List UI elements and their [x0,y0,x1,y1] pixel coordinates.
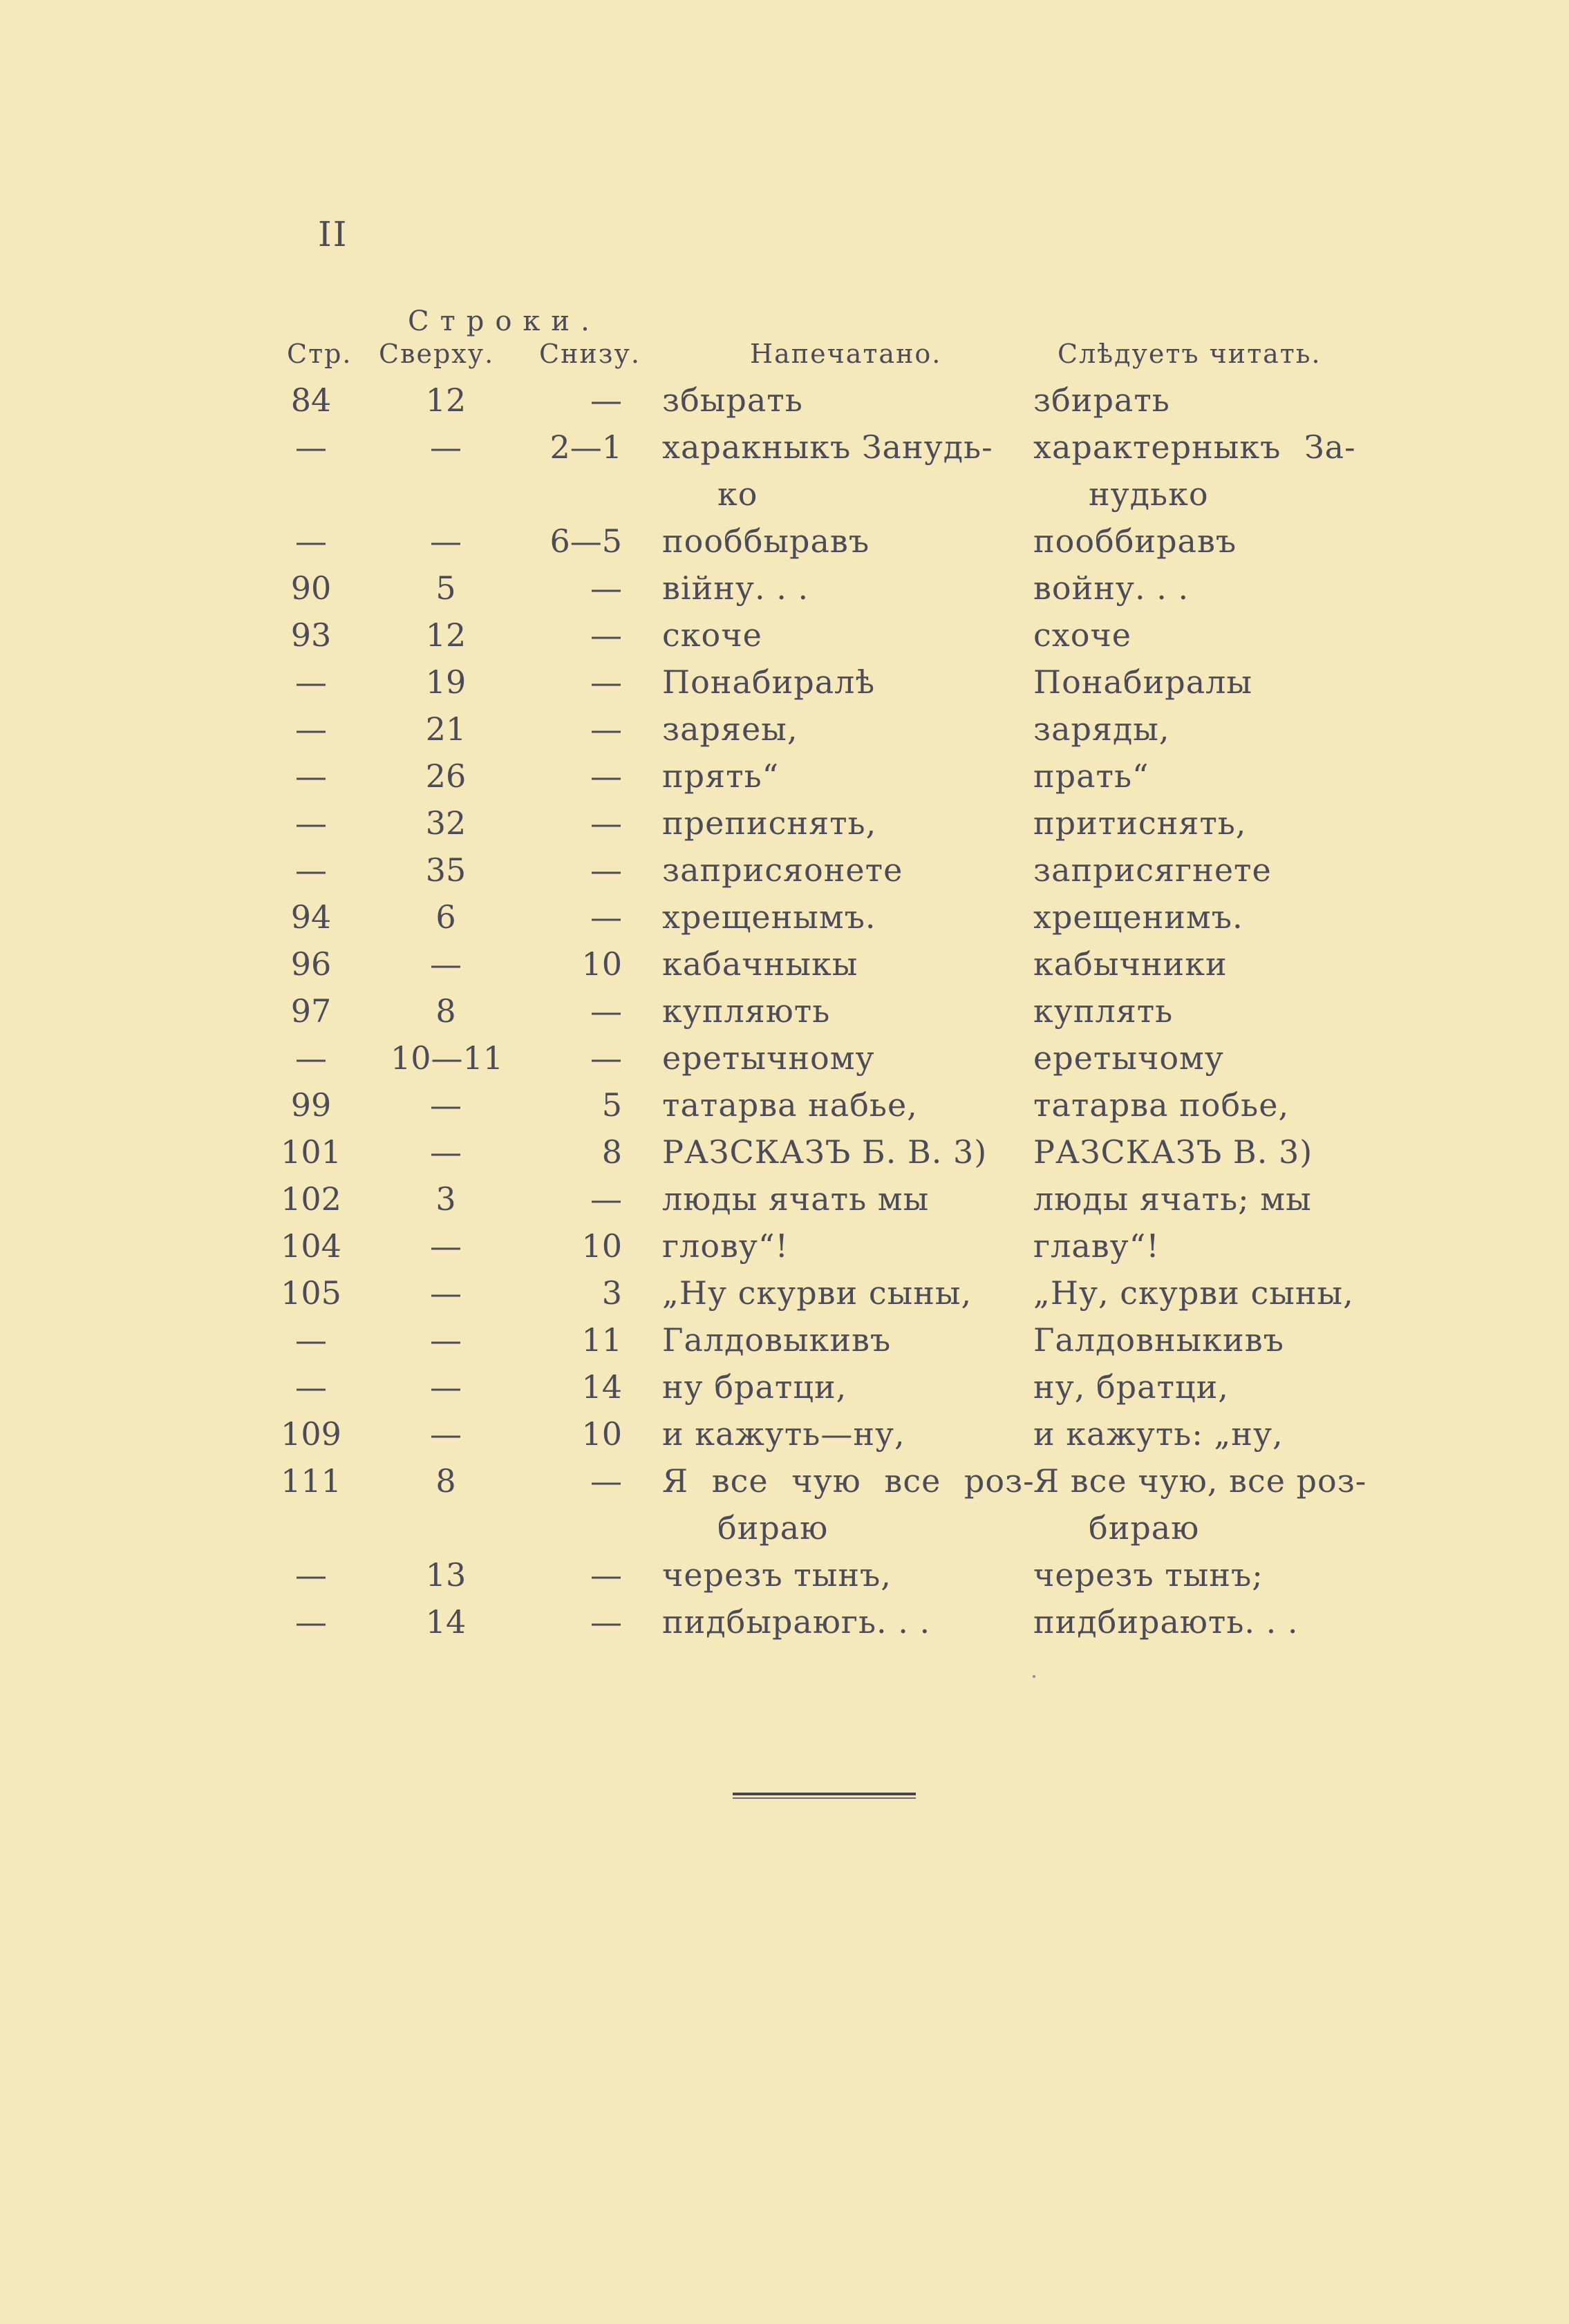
row-should-read: ну, братци, [1033,1368,1229,1406]
row-printed: черезъ тынъ, [662,1556,892,1594]
row-printed: глову“! [662,1227,789,1265]
row-from-top: 26 [425,757,467,795]
row-from-top: 12 [425,616,467,654]
row-page: 96 [290,945,332,983]
row-from-bottom: 3 [601,1274,622,1312]
row-should-read: „Ну, скурви сыны, [1033,1274,1354,1312]
row-printed: еретычному [662,1039,875,1077]
row-should-read: пидбирають. . . [1033,1603,1299,1641]
row-should-read: Понабиралы [1033,663,1252,701]
errata-row [0,659,1569,706]
errata-row [0,941,1569,988]
row-from-top: 35 [425,851,467,889]
header-page: Стр. [287,339,353,369]
row-should-read: збирать [1033,381,1170,419]
row-from-bottom: 10 [581,945,622,983]
row-printed [662,1457,1035,1551]
row-from-bottom: — [590,1039,622,1077]
row-printed: ну братци, [662,1368,847,1406]
errata-row [0,1598,1569,1645]
errata-row [0,894,1569,941]
row-should-read: и кажуть: „ну, [1033,1415,1284,1453]
row-page: — [295,851,327,889]
row-should-read: черезъ тынъ; [1033,1556,1263,1594]
row-from-bottom: 2—1 [549,428,622,466]
row-from-top: 14 [425,1603,467,1641]
row-page: — [295,757,327,795]
row-from-top: — [430,1227,462,1265]
row-printed: заряеы, [662,710,798,748]
row-printed: збырать [662,381,803,419]
row-from-top: — [430,428,462,466]
row-from-bottom: — [590,616,622,654]
row-from-top: — [430,945,462,983]
page-number: II [318,214,348,254]
row-printed: війну. . . [662,569,809,607]
errata-row [0,988,1569,1035]
row-printed: скоче [662,616,762,654]
row-from-top: 32 [425,804,467,842]
row-from-top: — [430,1368,462,1406]
errata-row [0,518,1569,565]
row-page: — [295,522,327,560]
row-printed: пооббыравъ [662,522,870,560]
row-should-read [1033,424,1393,518]
row-printed: Галдовыкивъ [662,1321,892,1359]
row-from-bottom: 11 [581,1321,622,1359]
row-printed: „Ну скурви сыны, [662,1274,973,1312]
row-from-top: 8 [435,1462,456,1500]
row-from-bottom: — [590,804,622,842]
row-page: 93 [290,616,332,654]
row-from-bottom: 6—5 [549,522,622,560]
read-line: нудько [1089,475,1209,513]
row-from-bottom: 8 [601,1133,622,1171]
row-page: — [295,804,327,842]
row-should-read [1033,1457,1393,1551]
row-from-bottom: — [590,992,622,1030]
row-should-read: пооббиравъ [1033,522,1237,560]
errata-row [0,1551,1569,1598]
row-from-top: 13 [425,1556,467,1594]
errata-row [0,1128,1569,1175]
row-printed: заприсяонете [662,851,903,889]
row-from-top: 21 [425,710,467,748]
row-should-read: Галдовныкивъ [1033,1321,1284,1359]
stroki-heading: Строки. [408,305,601,337]
row-from-bottom: 10 [581,1415,622,1453]
row-page: 90 [290,569,332,607]
row-should-read: хрещенимъ. [1033,898,1243,936]
row-from-bottom: — [590,1556,622,1594]
errata-row [0,753,1569,800]
row-page: 111 [281,1462,341,1500]
closing-rule [733,1793,916,1795]
row-page: — [295,1368,327,1406]
row-page: — [295,1603,327,1641]
read-line: бираю [1089,1509,1200,1547]
row-should-read: РАЗСКАЗЪ В. 3) [1033,1133,1313,1171]
row-from-top: 3 [435,1180,456,1218]
row-from-bottom: — [590,757,622,795]
row-from-bottom: — [590,1180,622,1218]
row-page: 97 [290,992,332,1030]
row-from-bottom: — [590,1462,622,1500]
row-page: 109 [281,1415,341,1453]
printed-line: Я все чую все роз- [662,1462,1035,1500]
row-should-read: заряды, [1033,710,1170,748]
errata-row [0,1222,1569,1269]
row-from-bottom: — [590,569,622,607]
row-printed: и кажуть—ну, [662,1415,905,1453]
row-from-bottom: — [590,851,622,889]
row-from-top: 8 [435,992,456,1030]
row-should-read: татарва побье, [1033,1086,1290,1124]
row-printed: преписнять, [662,804,877,842]
errata-header-row [0,339,1569,373]
row-from-bottom: 10 [581,1227,622,1265]
row-page: — [295,1039,327,1077]
printed-line: бираю [717,1509,829,1547]
speck [1033,1675,1035,1678]
row-should-read: куплять [1033,992,1174,1030]
row-should-read: еретычому [1033,1039,1224,1077]
row-from-top: — [430,1086,462,1124]
row-from-top: 19 [425,663,467,701]
row-from-bottom: — [590,710,622,748]
errata-row [0,1269,1569,1316]
header-from-bottom: Снизу. [539,339,641,369]
errata-row [0,1363,1569,1410]
row-page: — [295,710,327,748]
row-printed [662,424,1022,518]
errata-row [0,424,1569,518]
row-from-bottom: — [590,663,622,701]
row-from-top: 5 [435,569,456,607]
row-page: 84 [290,381,332,419]
row-from-bottom: — [590,898,622,936]
errata-row [0,1035,1569,1081]
row-from-bottom: 5 [601,1086,622,1124]
errata-row [0,1316,1569,1363]
row-from-top: 6 [435,898,456,936]
errata-row [0,1457,1569,1551]
errata-row [0,565,1569,612]
row-should-read: схоче [1033,616,1132,654]
row-from-top: — [430,1133,462,1171]
row-from-top: — [430,522,462,560]
errata-table [0,377,1569,1645]
row-from-top: 10—11 [391,1039,504,1077]
row-should-read: заприсягнете [1033,851,1272,889]
row-page: 102 [281,1180,341,1218]
row-printed: хрещенымъ. [662,898,876,936]
row-page: — [295,663,327,701]
row-printed: кабачныкы [662,945,858,983]
errata-row [0,847,1569,894]
header-should-read: Слѣдуетъ читать. [1058,339,1322,369]
read-line: характерныкъ За- [1033,428,1356,466]
errata-row [0,1410,1569,1457]
row-page: — [295,1321,327,1359]
read-line: Я все чую, все роз- [1033,1462,1367,1500]
row-page: 104 [281,1227,341,1265]
row-from-bottom: — [590,1603,622,1641]
row-page: 94 [290,898,332,936]
row-printed: РАЗСКАЗЪ Б. В. 3) [662,1133,988,1171]
row-printed: Понабиралѣ [662,663,876,701]
row-printed: люды ячать мы [662,1180,930,1218]
row-page: 99 [290,1086,332,1124]
printed-line: ко [717,475,758,513]
row-printed: купляють [662,992,831,1030]
errata-row [0,706,1569,753]
errata-row [0,1175,1569,1222]
header-printed: Напечатано. [750,339,942,369]
row-should-read: главу“! [1033,1227,1160,1265]
row-from-top: 12 [425,381,467,419]
row-page: — [295,428,327,466]
header-from-top: Сверху. [379,339,495,369]
errata-row [0,377,1569,424]
row-from-top: — [430,1321,462,1359]
errata-row [0,800,1569,847]
row-page: — [295,1556,327,1594]
row-should-read: войну. . . [1033,569,1190,607]
row-should-read: кабычники [1033,945,1228,983]
row-printed: пидбыраюгь. . . [662,1603,931,1641]
row-should-read: притиснять, [1033,804,1247,842]
row-should-read: люды ячать; мы [1033,1180,1312,1218]
errata-row [0,612,1569,659]
printed-line: харакныкъ Занудь- [662,428,993,466]
row-from-bottom: — [590,381,622,419]
row-should-read: прать“ [1033,757,1149,795]
errata-row [0,1081,1569,1128]
row-from-top: — [430,1415,462,1453]
row-page: 105 [281,1274,341,1312]
row-from-top: — [430,1274,462,1312]
row-page: 101 [281,1133,341,1171]
row-from-bottom: 14 [581,1368,622,1406]
row-printed: прять“ [662,757,780,795]
row-printed: татарва набье, [662,1086,918,1124]
